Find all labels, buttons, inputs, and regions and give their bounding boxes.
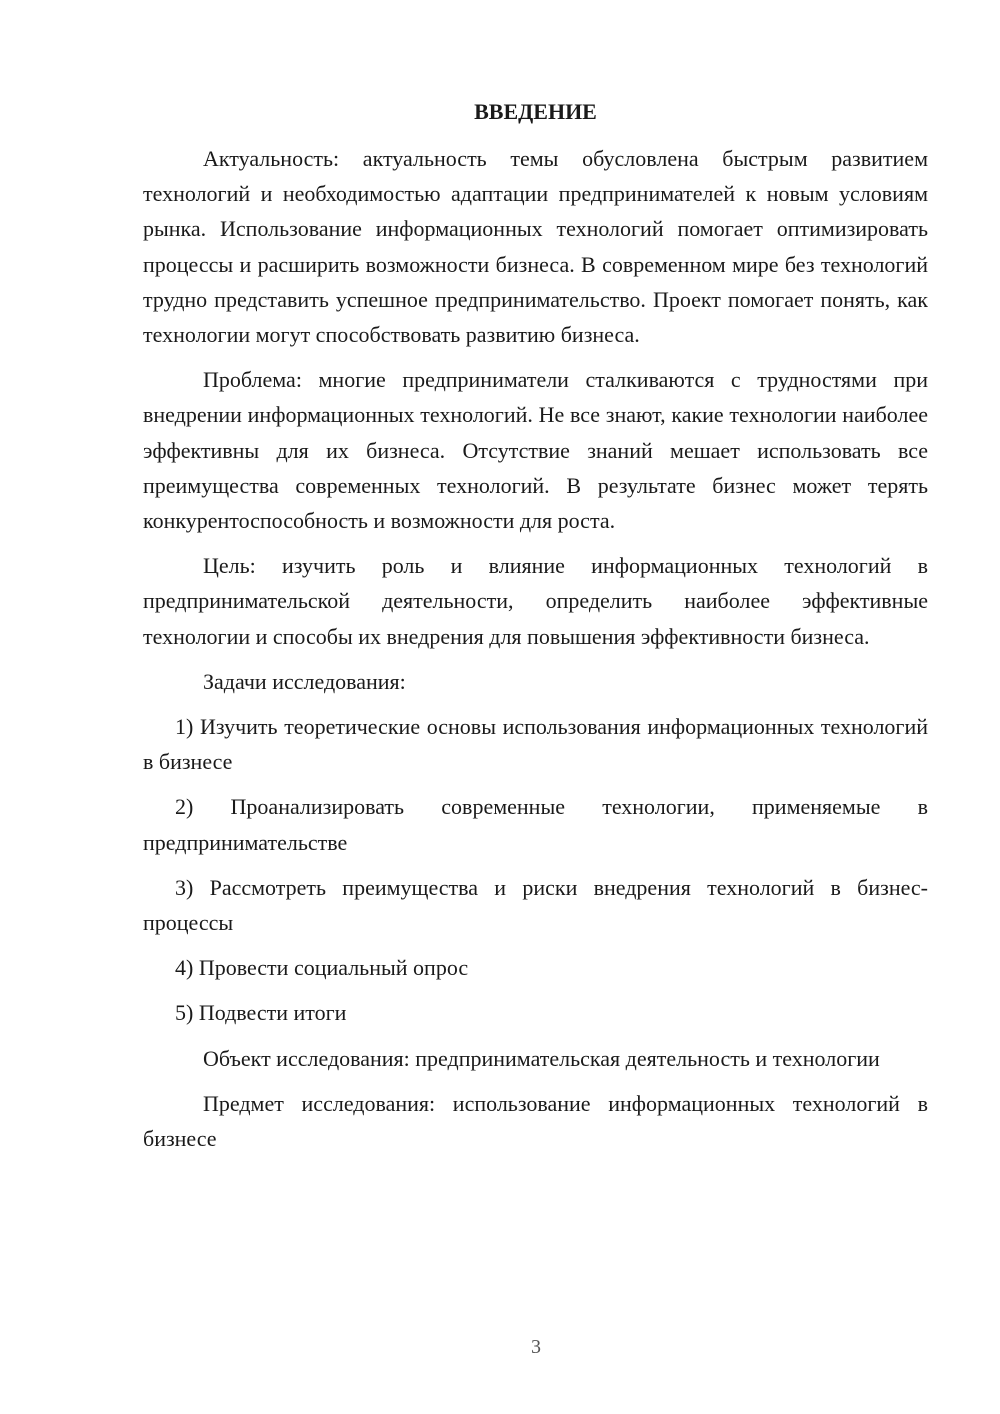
goal-paragraph: Цель: изучить роль и влияние информационных технологий в предпринимательской деятельности, определить наиболее эффективные технологии и способы их внедрения для повышения эффективности бизнеса. — [143, 553, 928, 649]
list-item: 5) Подвести итоги — [175, 1000, 347, 1026]
relevance-paragraph: Актуальность: актуальность темы обусловлена быстрым развитием технологий и необходимостью адаптации предпринимателей к новым условиям рынка. Использование информационных технологий помогает оптимизировать процессы и расширить возможности бизнеса. В современном мире без технологий трудно представить успешное предпринимательство. Проект помогает понять, как технологии могут способствовать развитию бизнеса. — [143, 146, 928, 348]
subject-paragraph: Предмет исследования: использование информационных технологий в бизнесе — [143, 1090, 928, 1152]
page-title: ВВЕДЕНИЕ — [474, 99, 597, 124]
object-paragraph: Объект исследования: предпринимательская деятельность и технологии — [203, 1045, 880, 1071]
list-item: 3) Рассмотреть преимущества и риски внедрения технологий в бизнес-процессы — [143, 874, 928, 936]
problem-paragraph: Проблема: многие предприниматели сталкиваются с трудностями при внедрении информационных технологий. Не все знают, какие технологии наиболее эффективны для их бизнеса. Отсутствие знаний мешает использовать все преимущества современных технологий. В результате бизнес может терять конкурентоспособность и возможности для роста. — [143, 367, 928, 534]
list-item: 4) Провести социальный опрос — [175, 955, 469, 981]
tasks-heading: Задачи исследования: — [203, 668, 406, 694]
list-item: 2) Проанализировать современные технологии, применяемые в предпринимательстве — [143, 794, 928, 855]
list-item: 1) Изучить теоретические основы использования информационных технологий в бизнесе — [143, 714, 928, 775]
document-page — [143, 94, 928, 1166]
page-number: 3 — [531, 1336, 541, 1358]
